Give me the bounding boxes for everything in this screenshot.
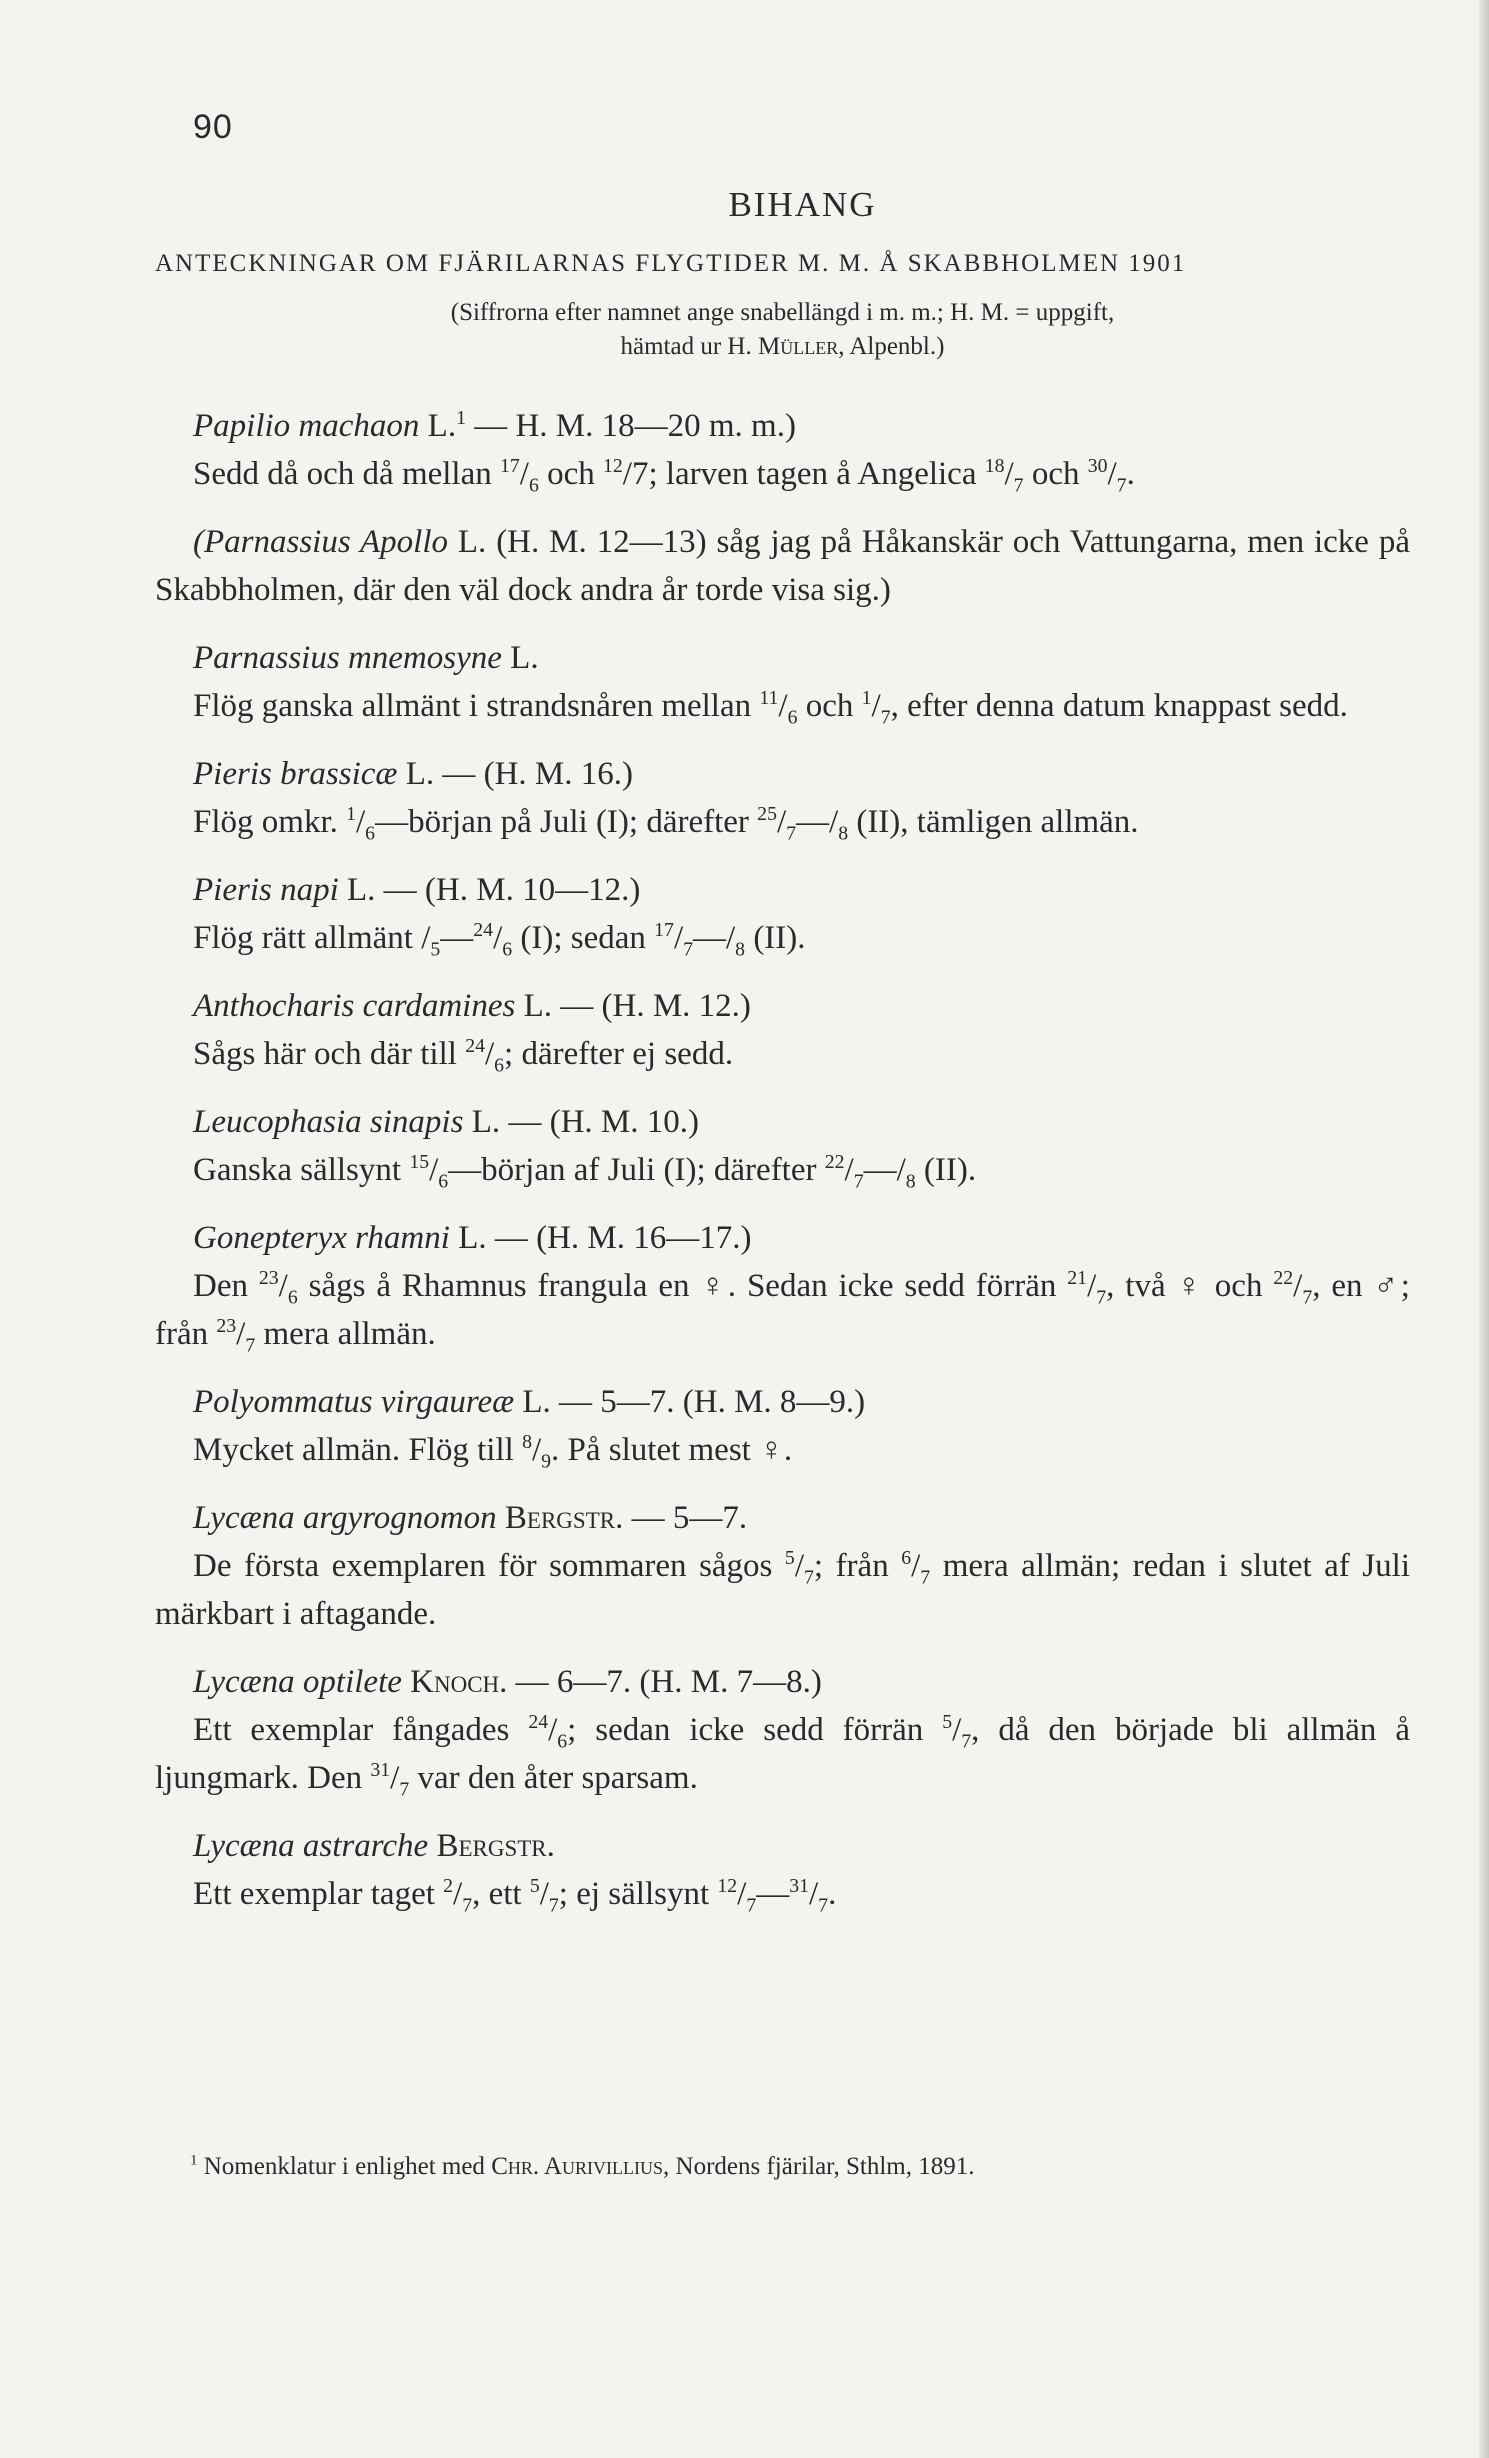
species-info: L. — (H. M. 10—12.) [338, 872, 641, 908]
date-day-numeral: 2 [443, 1875, 454, 1897]
species-name: Gonepteryx rhamni [193, 1220, 450, 1256]
species-text [155, 1146, 1410, 1194]
text-segment: / [453, 1876, 463, 1912]
text-segment: / [1087, 1268, 1097, 1304]
species-name: (Parnassius Apollo [193, 524, 448, 560]
date-day-numeral: 21 [1067, 1267, 1088, 1289]
date-month-numeral: 5 [430, 938, 441, 961]
date-month-numeral: 7 [786, 822, 797, 845]
text-segment: / [548, 1712, 558, 1748]
species-info: L. — (H. M. 16.) [397, 756, 633, 792]
date-month-numeral: 7 [803, 1566, 814, 1589]
text-segment: mera allmän. [255, 1316, 436, 1352]
text-segment: , då den började bli allmän å ljungmark. Den [155, 1712, 1410, 1796]
text-segment: ; ej sällsynt [558, 1876, 718, 1912]
text-segment: —början på Juli (I); därefter [375, 804, 758, 840]
date-month-numeral: 7 [683, 938, 693, 961]
note-line-2-pre: hämtad ur H. [620, 333, 758, 360]
species-header [155, 1494, 1410, 1542]
text-segment: / [1107, 456, 1117, 492]
species-name: Anthocharis cardamines [193, 988, 516, 1024]
text-segment: Sågs här och där till [193, 1036, 466, 1072]
page-number: 90 [193, 108, 233, 146]
date-month-numeral: 6 [528, 474, 539, 497]
date-day-numeral: 23 [216, 1315, 237, 1337]
species-header [155, 982, 1410, 1030]
text-segment: Mycket allmän. Flög till [193, 1432, 523, 1468]
footnote-mark: 1 [456, 407, 466, 429]
text-segment: / [776, 804, 787, 840]
species-info: — 5—7. [623, 1500, 748, 1536]
text-segment: / [844, 1152, 854, 1188]
species-info: L. — (H. M. 10.) [463, 1104, 699, 1140]
note-line-1: (Siffrorna efter namnet ange snabellängd i m. m.; H. M. = uppgift, [450, 299, 1115, 326]
text-segment: Ett exemplar fångades [193, 1712, 529, 1748]
species-name: Pieris brassicæ [193, 756, 398, 792]
species-header [155, 1098, 1410, 1146]
text-segment: Flög ganska allmänt i strandsnåren mellan [193, 688, 760, 724]
date-month-numeral: 9 [541, 1450, 552, 1473]
text-segment: , en ♂; från [155, 1268, 1410, 1352]
date-day-numeral: 24 [473, 919, 494, 941]
species-info: L. — (H. M. 16—17.) [449, 1220, 752, 1256]
species-info: L. — (H. M. 12.) [515, 988, 751, 1024]
date-month-numeral: 6 [557, 1730, 568, 1753]
date-day-numeral: 18 [984, 455, 1005, 477]
date-day-numeral: 12 [603, 455, 623, 477]
species-author: Bergstr. [504, 1500, 624, 1536]
date-day-numeral: 24 [528, 1711, 549, 1733]
text-segment: / [484, 1036, 495, 1072]
species-text [155, 1030, 1410, 1078]
text-segment: —/ [863, 1152, 906, 1188]
date-day-numeral: 17 [500, 455, 520, 477]
species-text [155, 1426, 1410, 1474]
note-author: Müller [757, 333, 839, 360]
footnote-author: Chr. Aurivillius [491, 2153, 664, 2180]
entry-lycaena-optilete [155, 1658, 1410, 1802]
date-month-numeral: 6 [287, 1286, 298, 1309]
text-segment: Ganska sällsynt [193, 1152, 410, 1188]
text-segment: (II), tämligen allmän. [848, 804, 1139, 840]
date-month-numeral: 7 [245, 1334, 256, 1357]
entry-gonepteryx-rhamni [155, 1214, 1410, 1358]
date-day-numeral: 1 [861, 687, 872, 709]
species-header [155, 1378, 1410, 1426]
text-segment: ; från [813, 1548, 902, 1584]
species-name: Parnassius mnemosyne [193, 640, 502, 676]
date-day-numeral: 25 [757, 803, 777, 825]
date-month-numeral: 7 [1013, 474, 1024, 497]
species-text [155, 450, 1410, 498]
page-heading: BIHANG [728, 185, 877, 224]
entry-polyommatus-virgaureae [155, 1378, 1410, 1474]
species-name: Papilio machaon [193, 408, 420, 444]
species-text [155, 798, 1410, 846]
entry-lycaena-argyrognomon [155, 1494, 1410, 1638]
date-day-numeral: 8 [522, 1431, 532, 1453]
species-header [155, 866, 1410, 914]
text-segment: — [756, 1876, 790, 1912]
species-info: — H. M. 18—20 m. m.) [465, 408, 796, 444]
text-segment: ; sedan icke sedd förrän [567, 1712, 943, 1748]
date-day-numeral: 23 [258, 1267, 279, 1289]
entry-leucophasia-sinapis [155, 1098, 1410, 1194]
species-header [155, 1214, 1410, 1262]
species-info: L. (H. M. 12—13) såg jag på Håkanskär och Vattungarna, men icke på Skabbholmen, där den väl dock andra år torde visa sig.) [155, 524, 1410, 608]
text-segment: / [1293, 1268, 1303, 1304]
date-month-numeral: 7 [1302, 1286, 1313, 1309]
date-month-numeral: 7 [920, 1566, 931, 1589]
footnote-mark: 1 [190, 2152, 198, 2169]
species-author: Bergstr. [436, 1828, 555, 1864]
text-segment: / [539, 1876, 549, 1912]
text-segment: Ett exemplar taget [193, 1876, 444, 1912]
text-segment: /7; larven tagen å Angelica [622, 456, 985, 492]
date-day-numeral: 22 [1273, 1267, 1294, 1289]
text-segment: / [390, 1760, 400, 1796]
entry-pieris-napi [155, 866, 1410, 962]
entry-lycaena-astrarche [155, 1822, 1410, 1918]
species-header [155, 634, 1410, 682]
text-segment: De första exemplaren för sommaren sågos [193, 1548, 785, 1584]
species-info: — 6—7. (H. M. 7—8.) [507, 1664, 822, 1700]
species-info: L. [501, 640, 539, 676]
species-header [155, 402, 1410, 450]
text-segment: (II). [745, 920, 806, 956]
date-day-numeral: 1 [346, 803, 356, 825]
footnote-text: Nomenklatur i enlighet med [197, 2153, 492, 2180]
date-month-numeral: 7 [818, 1894, 829, 1917]
text-segment: / [1004, 456, 1014, 492]
species-name: Polyommatus virgaureæ [193, 1384, 515, 1420]
species-name: Lycæna optilete [193, 1664, 402, 1700]
species-name: Pieris napi [193, 872, 339, 908]
date-month-numeral: 6 [787, 706, 798, 729]
date-month-numeral: 7 [880, 706, 891, 729]
text-segment: . På slutet mest ♀. [551, 1432, 793, 1468]
text-segment: / [356, 804, 366, 840]
species-text [155, 682, 1410, 730]
species-text [155, 1706, 1410, 1802]
text-segment: / [278, 1268, 288, 1304]
date-month-numeral: 6 [438, 1170, 449, 1193]
species-name: Leucophasia sinapis [193, 1104, 464, 1140]
text-segment: var den åter sparsam. [409, 1760, 698, 1796]
page-edge-shadow [1479, 0, 1489, 2458]
text-segment: Sedd då och då mellan [193, 456, 500, 492]
text-segment: / [531, 1432, 542, 1468]
date-month-numeral: 7 [548, 1894, 559, 1917]
date-month-numeral: 8 [905, 1170, 916, 1193]
text-segment: och [1023, 456, 1088, 492]
text-segment: . [1126, 456, 1135, 492]
date-month-numeral: 7 [746, 1894, 757, 1917]
text-segment: / [493, 920, 503, 956]
species-text [155, 914, 1410, 962]
text-segment: / [429, 1152, 439, 1188]
species-text [155, 1262, 1410, 1358]
text-segment: ; därefter ej sedd. [504, 1036, 734, 1072]
entry-parnassius-mnemosyne [155, 634, 1410, 730]
text-segment: Den [193, 1268, 259, 1304]
date-month-numeral: 8 [735, 938, 746, 961]
date-month-numeral: 7 [462, 1894, 473, 1917]
text-segment: / [519, 456, 529, 492]
text-segment: / [911, 1548, 921, 1584]
text-segment: —/ [693, 920, 736, 956]
species-info: L. — 5—7. (H. M. 8—9.) [514, 1384, 866, 1420]
text-segment: , två ♀ och [1106, 1268, 1274, 1304]
text-segment: / [737, 1876, 747, 1912]
species-header [155, 1822, 1410, 1870]
date-month-numeral: 7 [399, 1778, 410, 1801]
date-day-numeral: 12 [717, 1875, 738, 1897]
entry-parnassius-apollo [155, 518, 1410, 614]
date-day-numeral: 5 [529, 1875, 540, 1897]
text-segment: / [809, 1876, 819, 1912]
date-day-numeral: 15 [409, 1151, 430, 1173]
date-day-numeral: 30 [1087, 455, 1108, 477]
editorial-note [155, 296, 1410, 364]
text-segment: / [952, 1712, 962, 1748]
date-month-numeral: 8 [838, 822, 849, 845]
text-segment: , ett [472, 1876, 530, 1912]
date-day-numeral: 22 [824, 1151, 845, 1173]
species-text [155, 1870, 1410, 1918]
text-segment: (I); sedan [512, 920, 655, 956]
species-text [155, 1542, 1410, 1638]
text-segment: / [794, 1548, 804, 1584]
text-segment: och [538, 456, 603, 492]
species-header [155, 1658, 1410, 1706]
text-segment: —början af Juli (I); därefter [448, 1152, 825, 1188]
footnote [190, 2150, 1415, 2184]
entry-papilio-machaon [155, 402, 1410, 498]
species-name: Lycæna argyrognomon [193, 1500, 497, 1536]
text-segment: / [236, 1316, 246, 1352]
text-segment: / [778, 688, 788, 724]
date-day-numeral: 31 [789, 1875, 809, 1897]
text-segment: , efter denna datum knappast sedd. [890, 688, 1348, 724]
text-segment: / [871, 688, 881, 724]
text-segment: mera allmän; redan i slutet af Juli märkbart i aftagande. [155, 1548, 1410, 1632]
species-author: Knoch. [410, 1664, 508, 1700]
date-month-numeral: 6 [365, 822, 376, 845]
date-month-numeral: 7 [1116, 474, 1127, 497]
date-day-numeral: 5 [942, 1711, 953, 1733]
text-segment: — [440, 920, 474, 956]
date-day-numeral: 24 [465, 1035, 485, 1057]
text-segment: Flög omkr. [193, 804, 347, 840]
species-text [155, 518, 1410, 614]
species-name: Lycæna astrarche [193, 1828, 429, 1864]
date-month-numeral: 7 [1096, 1286, 1107, 1309]
text-segment: (II). [915, 1152, 977, 1188]
text-segment: sågs å Rhamnus frangula en ♀. Sedan icke sedd förrän [297, 1268, 1068, 1304]
date-month-numeral: 6 [494, 1054, 505, 1077]
text-segment: Flög rätt allmänt / [193, 920, 431, 956]
date-month-numeral: 7 [961, 1730, 972, 1753]
entry-pieris-brassicae [155, 750, 1410, 846]
date-day-numeral: 5 [784, 1547, 795, 1569]
date-month-numeral: 6 [502, 938, 513, 961]
date-month-numeral: 7 [853, 1170, 864, 1193]
text-segment: och [797, 688, 862, 724]
footnote-source: , Nordens fjärilar, Sthlm, 1891. [663, 2153, 975, 2180]
date-day-numeral: 17 [654, 919, 674, 941]
date-day-numeral: 6 [901, 1547, 912, 1569]
page-content [155, 185, 1410, 1938]
text-segment: . [828, 1876, 837, 1912]
note-line-2-post: , Alpenbl.) [838, 333, 945, 360]
species-author: L. [419, 408, 457, 444]
page-subheading: ANTECKNINGAR OM FJÄRILARNAS FLYGTIDER M. M. Å SKABBHOLMEN 1901 [155, 250, 1187, 277]
entry-anthocharis-cardamines [155, 982, 1410, 1078]
text-segment: —/ [796, 804, 839, 840]
date-day-numeral: 11 [759, 687, 779, 709]
text-segment: / [673, 920, 684, 956]
species-header [155, 750, 1410, 798]
date-day-numeral: 31 [370, 1759, 391, 1781]
